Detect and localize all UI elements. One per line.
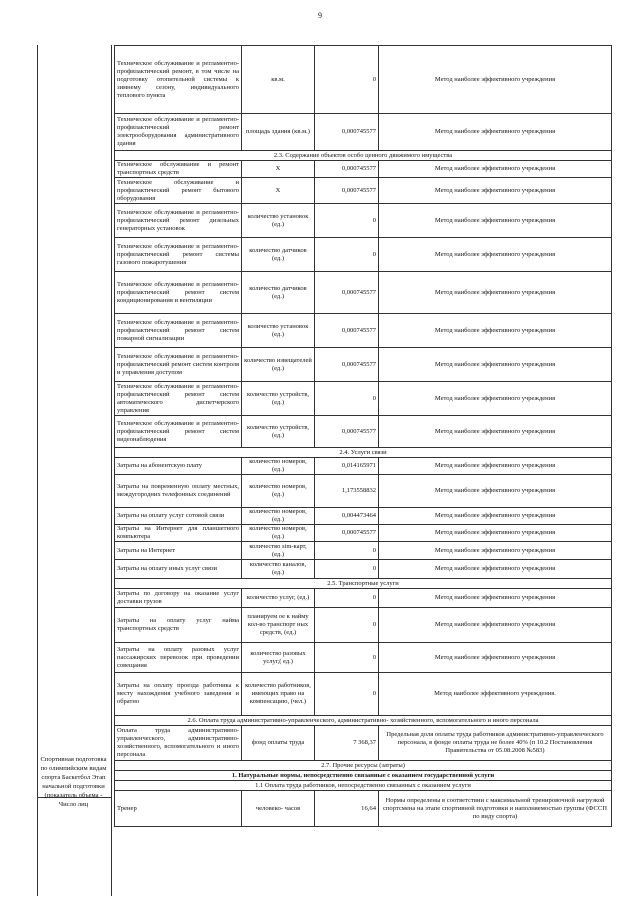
- left-column-bottom-cell: [38, 797, 111, 896]
- row-unit: площадь здания (кв.м.): [242, 114, 315, 151]
- section-row: [115, 771, 612, 781]
- table-row: [115, 791, 612, 827]
- side-label: Спортивная подготовка по олимпийским видам спорта Баскетбол Этап начальной подготовки (показатель объема - Число лиц: [40, 756, 107, 808]
- table-row: [115, 416, 612, 448]
- row-value: 0,000745577: [315, 114, 379, 151]
- row-value: 0: [315, 542, 379, 560]
- row-name: Техническое обслуживание и регламентно-профилактический ремонт дизельных генераторных установок: [115, 204, 242, 238]
- section-heading: 2.5. Транспортные услуги: [115, 579, 612, 589]
- table-row: [115, 726, 612, 761]
- table-row: [115, 589, 612, 608]
- row-unit: количество извещателей (ед.): [242, 348, 315, 382]
- row-value: 1,173558832: [315, 475, 379, 508]
- table-row: [115, 204, 612, 238]
- table-row: [115, 178, 612, 204]
- table-row: [115, 643, 612, 673]
- row-name: Затраты на оплату разовых услуг пассажирских перевозок при проведении совещания: [115, 643, 242, 673]
- row-method: Метод наиболее эффективного учреждения: [379, 608, 612, 643]
- section-row: [115, 761, 612, 771]
- row-name: Тренер: [115, 791, 242, 827]
- row-method: Метод наиболее эффективного учреждения: [379, 589, 612, 608]
- row-name: Затраты на оплату услуг найма транспортных средств: [115, 608, 242, 643]
- row-method: Метод наиболее эффективного учреждения: [379, 46, 612, 114]
- row-unit: X: [242, 161, 315, 178]
- row-name: Техническое обслуживание и регламентно- профилактический ремонт систем автоматического диспетчерского управления: [115, 382, 242, 416]
- row-method: Метод наиболее эффективного учреждения: [379, 458, 612, 475]
- row-name: Оплата труда административно-управленческого, административно-хозяйственного, вспомогательного и иного персонала: [115, 726, 242, 761]
- row-value: 0: [315, 589, 379, 608]
- row-method: Метод наиболее эффективного учреждения: [379, 560, 612, 579]
- row-name: Затраты на Интернет для планшетного компьютера: [115, 525, 242, 542]
- table-row: [115, 542, 612, 560]
- section-heading: 1.1 Оплата труда работников, непосредственно связанных с оказанием услуги: [115, 781, 612, 791]
- row-value: 0,004473464: [315, 508, 379, 525]
- row-name: Затраты по договору на оказание услуг доставки грузов: [115, 589, 242, 608]
- row-unit: фонд оплаты труда: [242, 726, 315, 761]
- section-heading: 1. Натуральные нормы, непосредственно связанные с оказанием государственной услуги: [115, 771, 612, 781]
- table-row: [115, 161, 612, 178]
- section-row: [115, 716, 612, 726]
- row-name: Техническое обслуживание и профилактический ремонт бытового оборудования: [115, 178, 242, 204]
- table-row: [115, 608, 612, 643]
- row-name: Затраты на оплату услуг сотовой связи: [115, 508, 242, 525]
- table-row: [115, 46, 612, 114]
- row-method: Метод наиболее эффективного учреждения: [379, 508, 612, 525]
- row-method: Метод наиболее эффективного учреждения: [379, 238, 612, 272]
- row-name: Затраты на оплату проезда работника к месту нахождения учебного заведения и обратно: [115, 673, 242, 716]
- row-unit: количество работников, имеющих право на компенсацию, (чел.): [242, 673, 315, 716]
- row-name: Техническое обслуживание и регламентно- профилактический ремонт систем видеонаблюдения: [115, 416, 242, 448]
- row-value: 0,000745577: [315, 178, 379, 204]
- cost-norms-table: [114, 45, 612, 827]
- row-unit: количество sim-карт, (ед.): [242, 542, 315, 560]
- table-row: [115, 560, 612, 579]
- row-value: 0: [315, 673, 379, 716]
- row-method: Метод наиболее эффективного учреждения: [379, 382, 612, 416]
- row-method: Нормы определены в соответствии с максимальной тренировочной нагрузкой спортсмена на этапе спортивной подготовки и наполняемостью группы (ФССП по виду спорта): [379, 791, 612, 827]
- row-value: 0: [315, 238, 379, 272]
- page-number: 9: [318, 11, 322, 20]
- row-unit: количество каналов, (ед.): [242, 560, 315, 579]
- row-unit: количество разовых услуг,( ед.): [242, 643, 315, 673]
- section-row: [115, 781, 612, 791]
- row-unit: количество установок (ед.): [242, 314, 315, 348]
- row-value: 7 368,37: [315, 726, 379, 761]
- row-method: Предельная доля оплаты труда работников административно-управленческого персонала, в фонде оплаты труда не более 40% (п 10.2 Постановления Правительства от 05.08.2008 №583): [379, 726, 612, 761]
- row-unit: количество устройств, (ед.): [242, 382, 315, 416]
- row-unit: планируем ое к найму кол-во транспорт ных средств, (ед.): [242, 608, 315, 643]
- row-method: Метод наиболее эффективного учреждения: [379, 161, 612, 178]
- row-method: Метод наиболее эффективного учреждения: [379, 204, 612, 238]
- row-method: Метод наиболее эффективного учреждения: [379, 542, 612, 560]
- section-row: [115, 448, 612, 458]
- row-unit: количество устройств, (ед.): [242, 416, 315, 448]
- row-value: 0: [315, 204, 379, 238]
- row-unit: количество номеров, (ед.): [242, 508, 315, 525]
- row-value: 0,000745577: [315, 416, 379, 448]
- row-method: Метод наиболее эффективного учреждения: [379, 178, 612, 204]
- row-method: Метод наиболее эффективного учреждения: [379, 272, 612, 314]
- table-row: [115, 475, 612, 508]
- row-unit: количество услуг, (ед.): [242, 589, 315, 608]
- row-method: Метод наиболее эффективного учреждения.: [379, 673, 612, 716]
- row-name: Техническое обслуживание и регламентно-профилактический ремонт системы газового пожаротушения: [115, 238, 242, 272]
- table-row: [115, 673, 612, 716]
- section-heading: 2.6. Оплата труда административно-управленческого, административно- хозяйственного, вспомогательного и иного персонала: [115, 716, 612, 726]
- row-unit: кв.м.: [242, 46, 315, 114]
- row-method: Метод наиболее эффективного учреждения: [379, 525, 612, 542]
- row-unit: количество датчиков (ед.): [242, 272, 315, 314]
- row-value: 0,014165971: [315, 458, 379, 475]
- row-name: Затраты на повременную оплату местных, междугородних телефонных соединений: [115, 475, 242, 508]
- row-method: Метод наиболее эффективного учреждения: [379, 643, 612, 673]
- section-row: [115, 151, 612, 161]
- row-name: Затраты на абонентскую плату: [115, 458, 242, 475]
- table-row: [115, 348, 612, 382]
- section-heading: 2.7. Прочие ресурсы (затраты): [115, 761, 612, 771]
- row-value: 0: [315, 46, 379, 114]
- table-row: [115, 382, 612, 416]
- row-value: 0,000745577: [315, 348, 379, 382]
- section-heading: 2.3. Содержание объектов особо ценного движимого имущества: [115, 151, 612, 161]
- row-name: Техническое обслуживание и регламентно- профилактический ремонт систем контроля и управления доступом: [115, 348, 242, 382]
- table-row: [115, 272, 612, 314]
- row-value: 0: [315, 643, 379, 673]
- row-name: Затраты на Интернет: [115, 542, 242, 560]
- row-value: 0,000745577: [315, 525, 379, 542]
- row-unit: X: [242, 178, 315, 204]
- row-value: 0,000745577: [315, 272, 379, 314]
- row-value: 0: [315, 382, 379, 416]
- row-value: 0: [315, 560, 379, 579]
- row-unit: человеко- часов: [242, 791, 315, 827]
- row-value: 16,64: [315, 791, 379, 827]
- row-name: Техническое обслуживание и регламентно- профилактический ремонт, в том числе на подготовку отопительной системы к зимнему сезону, индивидуального теплового пункта: [115, 46, 242, 114]
- section-row: [115, 579, 612, 589]
- row-value: 0,000745577: [315, 161, 379, 178]
- row-method: Метод наиболее эффективного учреждения: [379, 314, 612, 348]
- row-unit: количество номеров, (ед.): [242, 525, 315, 542]
- row-unit: количество номеров, (ед.): [242, 458, 315, 475]
- row-value: 0: [315, 608, 379, 643]
- row-name: Техническое обслуживание и регламентно-профилактический ремонт систем пожарной сигнализации: [115, 314, 242, 348]
- table-row: [115, 238, 612, 272]
- row-unit: количество датчиков (ед.): [242, 238, 315, 272]
- row-method: Метод наиболее эффективного учреждения: [379, 114, 612, 151]
- section-heading: 2.4. Услуги связи: [115, 448, 612, 458]
- row-value: 0,000745577: [315, 314, 379, 348]
- table-row: [115, 314, 612, 348]
- row-name: Затраты на оплату иных услуг связи: [115, 560, 242, 579]
- table-row: [115, 458, 612, 475]
- row-name: Техническое обслуживание и ремонт транспортных средств: [115, 161, 242, 178]
- table-row: [115, 525, 612, 542]
- row-name: Техническое обслуживание и регламентно-профилактический ремонт электрооборудования административного здания: [115, 114, 242, 151]
- table-row: [115, 508, 612, 525]
- row-method: Метод наиболее эффективного учреждения: [379, 416, 612, 448]
- table-row: [115, 114, 612, 151]
- row-name: Техническое обслуживание и регламентно-профилактический ремонт систем кондиционирования и вентиляции: [115, 272, 242, 314]
- row-unit: количество установок (ед.): [242, 204, 315, 238]
- row-method: Метод наиболее эффективного учреждения: [379, 348, 612, 382]
- row-unit: количество номеров, (ед.): [242, 475, 315, 508]
- row-method: Метод наиболее эффективного учреждения: [379, 475, 612, 508]
